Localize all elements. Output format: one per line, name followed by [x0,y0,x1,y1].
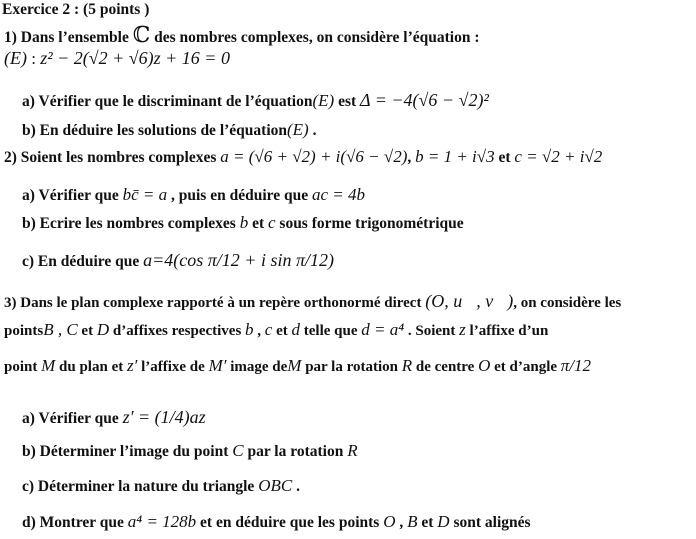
q3-line1-prefix: 3) Dans le plan complexe rapporté à un repère orthonormé direct [4,295,426,311]
q3-line2-a: points [4,323,44,339]
q1-a-label: (E) [312,91,335,110]
equation-sep: : [26,49,41,68]
q2-and: et [494,149,515,166]
q2-b-end: sous forme trigonométrique [275,215,464,232]
q3-line3-f: de centre [412,359,479,375]
c-definition: c = √2 + i√2 [514,147,603,166]
q2-b-prefix: b) Ecrire les nombres complexes [22,215,240,232]
q3-c-line [22,476,300,496]
q2-c-formula: a=4(cos π/12 + i sin π/12) [143,250,334,270]
affix-d: d [291,320,300,339]
q2-intro: 2) Soient les nombres complexes [4,149,221,166]
q2-b-var2: c [267,213,276,232]
q1-b-end: . [308,122,317,139]
q3-d-end: sont alignés [449,514,531,531]
q2-a-prefix: a) Vérifier que [22,187,123,204]
equation-e [4,48,230,69]
exercise-title: Exercice 2 : (5 points ) [2,1,150,18]
q2-b-var1: b [239,213,249,232]
affix-c: c [264,320,273,339]
affix-b: b [245,320,254,339]
q3-line3-b: du plan et [55,359,127,375]
q3-line3-g: et d’angle [490,359,561,375]
rotation-angle: π/12 [560,356,592,375]
q2-intro-line: 2) Soient les nombres complexes a = (√6 + √2) + i(√6 − √2), b = 1 + i√3 et c = √2 + i√2 [4,147,603,166]
q3-line3-e: par la rotation [301,359,402,375]
point-m-2: M [287,356,302,375]
q3-b-point-c: C [232,441,244,460]
q1-a-mid: est [334,93,361,110]
q2-b-and: et [248,215,268,232]
q2-c-line [22,250,334,271]
q1-intro: 1) Dans l’ensemble [4,29,133,46]
discriminant-formula: Δ = −4(√6 − √2)² [360,90,489,110]
q3-c-end: . [292,478,300,495]
q3-d-point-d: D [437,512,450,531]
q3-d-point-o: O [383,512,396,531]
q3-line2-f: telle que [300,323,362,339]
q3-line2-c: d’affixes respectives [109,323,246,339]
points-bc: B , C [43,320,78,339]
affix-z-prime: z′ [126,356,138,375]
affix-z: z [459,320,466,339]
center-o: O [478,356,491,375]
q3-d-sep: , [395,514,408,531]
q1-a-prefix: a) Vérifier que le discriminant de l’équation [22,93,313,110]
q3-c-prefix: c) Déterminer la nature du triangle [22,478,259,495]
q3-b-rotation-r: R [347,441,358,460]
q3-line2-d: , [253,323,265,339]
frame-symbol: (O, u⃗, v⃗) [425,291,514,311]
q3-b-line [22,441,358,461]
triangle-obc: OBC [258,476,293,495]
q3-d-and: et [417,514,438,531]
equation-formula: z² − 2(√2 + √6)z + 16 = 0 [40,48,230,68]
q1-a-line [22,90,489,111]
q3-line3-d: image de [226,359,288,375]
q3-line-3 [4,356,591,376]
q3-d-line [22,512,531,532]
rotation-r: R [401,356,413,375]
q3-a-prefix: a) Vérifier que [22,410,123,427]
q1-intro-end: des nombres complexes, on considère l’équation : [150,29,480,46]
q3-line-1 [4,291,621,312]
q3-d-equation: a⁴ = 128b [127,512,197,531]
q3-a-formula: z′ = (1/4)az [122,407,206,427]
q3-b-prefix: b) Déterminer l’image du point [22,443,233,460]
q3-line1-end: , on considère les [513,295,622,311]
q3-b-mid: par la rotation [243,443,348,460]
q1-intro-line [4,22,479,48]
q3-line2-e: et [272,323,292,339]
b-definition: b = 1 + i√3 [415,147,495,166]
q2-c-prefix: c) En déduire que [22,253,144,270]
q3-line-2 [4,320,548,340]
point-d: D [96,320,110,339]
q3-line2-g: . Soient [404,323,460,339]
q3-a-line [22,407,206,428]
q3-line3-a: point [4,359,42,375]
point-m-prime: M′ [208,356,227,375]
a-definition: a = (√6 + √2) + i(√6 − √2) [220,147,408,166]
q3-d-point-b: B [407,512,418,531]
q1-b-label: (E) [287,120,309,139]
q2-a-eq1: bc̄ = a [122,185,168,204]
equation-label: (E) [4,48,27,68]
q2-a-line [22,185,365,205]
point-m: M [41,356,56,375]
q3-line3-c: l’affixe de [137,359,209,375]
q3-d-prefix: d) Montrer que [22,514,128,531]
q2-b-line [22,213,464,233]
q3-line2-h: l’affixe d’un [465,323,549,339]
q2-a-mid: , puis en déduire que [167,187,312,204]
q2-a-eq2: ac = 4b [311,185,366,204]
q1-b-line [22,120,316,140]
q3-line2-b: et [77,323,97,339]
q1-b-prefix: b) En déduire les solutions de l’équation [22,122,287,139]
d-equation: d = a⁴ [361,320,405,339]
set-c-symbol: ℂ [132,22,151,47]
q3-d-mid: et en déduire que les points [196,514,384,531]
